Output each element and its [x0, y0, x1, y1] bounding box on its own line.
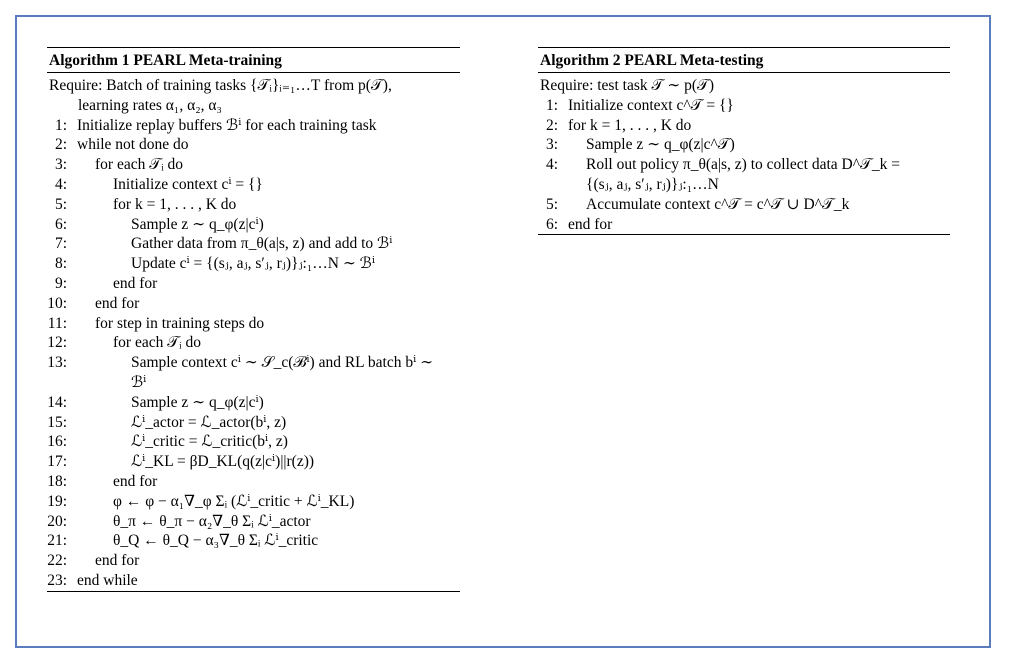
algo1-line: 21: θ_Q ← θ_Q − α₃∇_θ Σᵢ ℒⁱ_critic — [47, 532, 319, 550]
algo1-line: 19: φ ← φ − α₁∇_φ Σᵢ (ℒⁱ_critic + ℒⁱ_KL) — [47, 492, 355, 510]
algo1-line: 16: ℒⁱ_critic = ℒ_critic(bⁱ, z) — [47, 433, 288, 451]
algo1-line: Require: Batch of training tasks {𝒯ᵢ}ᵢ₌₁…T from p(𝒯), — [49, 77, 392, 94]
algo2-line: 6: end for — [545, 215, 613, 233]
algo1-line: 13: Sample context cⁱ ∼ 𝒮_c(ℬⁱ) and RL batch bⁱ ∼ — [47, 354, 434, 372]
algo1-line: 17: ℒⁱ_KL = βD_KL(q(z|cⁱ)||r(z)) — [47, 453, 315, 471]
algo2-line: 1: Initialize context c^𝒯 = {} — [545, 96, 734, 114]
algo1-line: 11: for step in training steps do — [47, 314, 265, 332]
algo1-line: ℬⁱ — [131, 373, 147, 391]
algorithm-1-title: Algorithm 1 PEARL Meta-training — [47, 48, 460, 73]
algo1-line: 2: while not done do — [54, 136, 189, 154]
algo1-line: 14: Sample z ∼ q_φ(z|cⁱ) — [47, 393, 264, 411]
algo1-line: 12: for each 𝒯ᵢ do — [47, 334, 201, 352]
algo2-line: 3: Sample z ∼ q_φ(z|c^𝒯) — [545, 136, 735, 154]
algo1-line: 22: end for — [47, 552, 140, 570]
algo1-line: 7: Gather data from π_θ(a|s, z) and add to ℬⁱ — [54, 235, 393, 253]
algo1-line: 9: end for — [54, 274, 158, 292]
algo2-line: {(sⱼ, aⱼ, s′ⱼ, rⱼ)}ⱼ:₁…N — [586, 175, 719, 193]
algorithm-2-box — [538, 47, 950, 235]
algorithm-2-title: Algorithm 2 PEARL Meta-testing — [538, 48, 950, 73]
algo1-line: 1: Initialize replay buffers ℬⁱ for each training task — [54, 116, 377, 134]
algo1-line: 23: end while — [47, 571, 138, 589]
algorithm-1-box — [47, 47, 460, 592]
algo1-line: 10: end for — [47, 294, 140, 312]
algo2-line: 2: for k = 1, . . . , K do — [545, 116, 692, 134]
algo1-line: 6: Sample z ∼ q_φ(z|cⁱ) — [54, 215, 264, 233]
algo1-line: 3: for each 𝒯ᵢ do — [54, 156, 183, 174]
algo2-line: 5: Accumulate context c^𝒯 = c^𝒯 ∪ D^𝒯_k — [545, 195, 850, 213]
algo1-line: 5: for k = 1, . . . , K do — [54, 195, 237, 213]
algo1-line: 20: θ_π ← θ_π − α₂∇_θ Σᵢ ℒⁱ_actor — [47, 512, 311, 530]
algo1-line: 4: Initialize context cⁱ = {} — [54, 175, 263, 193]
algo2-line: Require: test task 𝒯 ∼ p(𝒯) — [540, 77, 715, 94]
algo1-line: 8: Update cⁱ = {(sⱼ, aⱼ, s′ⱼ, rⱼ)}ⱼ:₁…N ∼ ℬⁱ — [54, 255, 375, 273]
algorithm-1-body — [47, 73, 460, 592]
algo1-line: learning rates α₁, α₂, α₃ — [78, 96, 222, 114]
algo1-line: 15: ℒⁱ_actor = ℒ_actor(bⁱ, z) — [47, 413, 287, 431]
algorithm-2-body — [538, 73, 950, 235]
algo2-line: 4: Roll out policy π_θ(a|s, z) to collect data D^𝒯_k = — [545, 156, 900, 174]
algo1-line: 18: end for — [47, 472, 158, 490]
